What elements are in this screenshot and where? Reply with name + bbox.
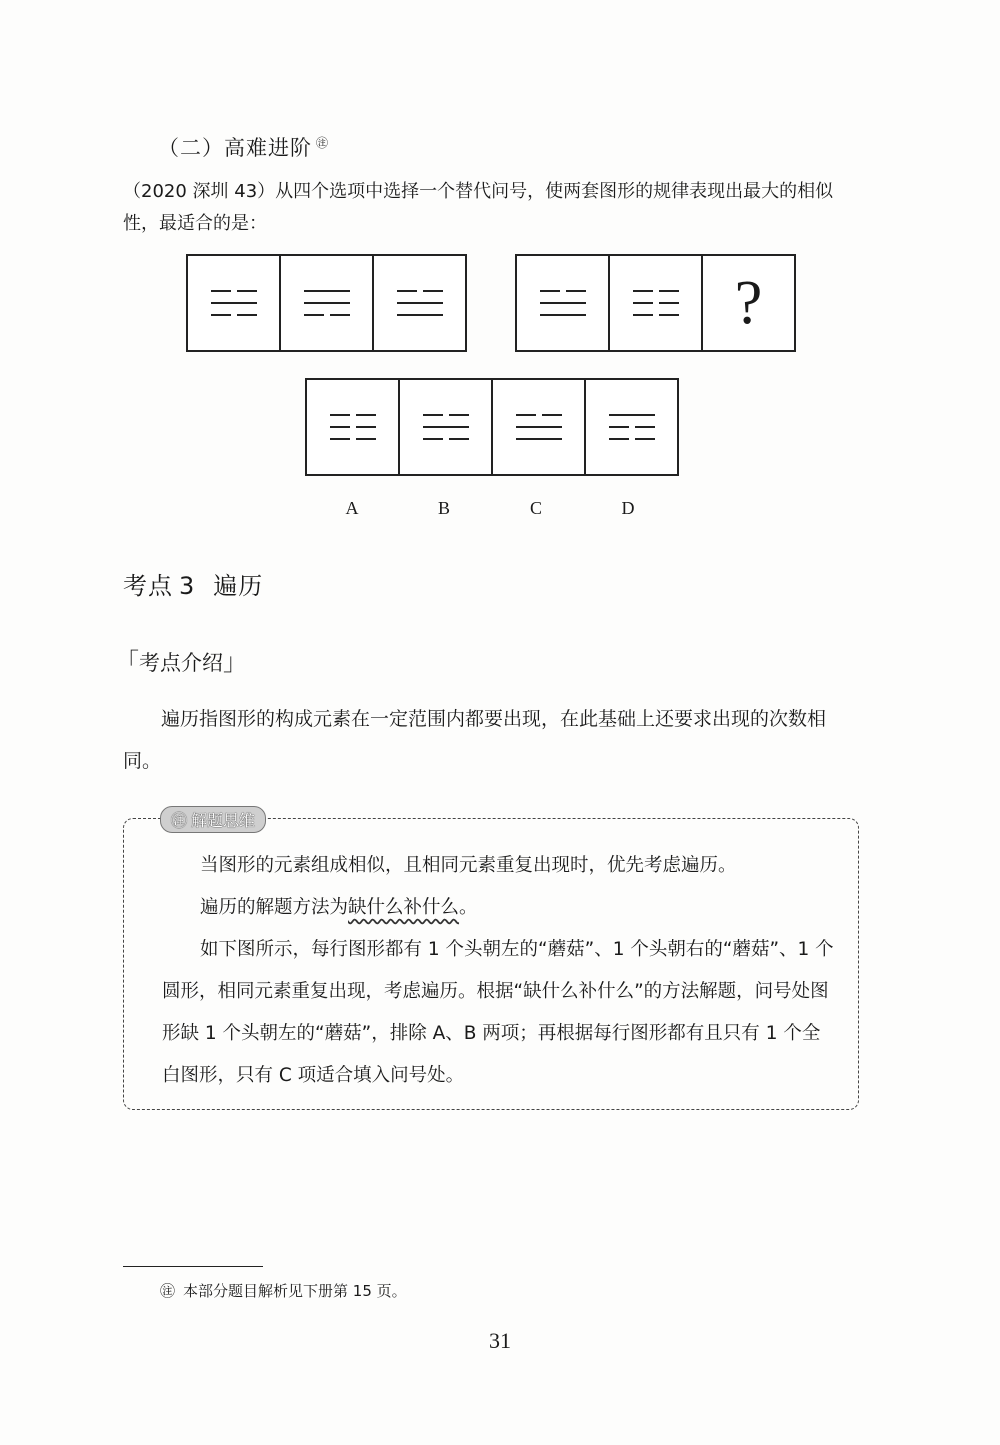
section-subtitle: [158, 132, 329, 162]
figure-set-right: [515, 254, 796, 352]
point-heading-title: 遍历: [213, 572, 264, 600]
point-heading-prefix: 考点: [123, 572, 173, 600]
bracket-close: 」: [223, 648, 247, 676]
option-label-d: D: [621, 498, 635, 518]
broken-line: [516, 409, 562, 421]
broken-line: [609, 421, 655, 433]
answer-options: [305, 378, 679, 476]
broken-line: [423, 409, 469, 421]
option-label-c: C: [529, 498, 542, 518]
solid-line: [540, 309, 586, 321]
point-heading: [123, 566, 263, 601]
question-text: （2020 深圳 43）从四个选项中选择一个替代问号，使两套图形的规律表现出最大的相似性，最适合的是：: [123, 181, 834, 234]
broken-line: [423, 433, 469, 445]
footnote-text: 本部分题目解析见下册第 15 页。: [183, 1282, 407, 1300]
intro-heading: [115, 642, 247, 677]
tip-p2-prefix: 遍历的解题方法为: [200, 897, 349, 918]
solid-line: [540, 297, 586, 309]
broken-line: [211, 285, 257, 297]
broken-line: [330, 433, 376, 445]
figure-set-left: [186, 254, 467, 352]
broken-line: [633, 285, 679, 297]
tip-p2-emphasis: 缺什么补什么: [348, 897, 460, 918]
option-label-b: B: [437, 498, 450, 518]
footnote-marker-icon: ㊟: [160, 1282, 176, 1300]
option-panel-a[interactable]: [307, 380, 400, 474]
tip-badge-label: 解题思维: [191, 811, 256, 830]
figure-panel: [188, 256, 281, 350]
option-panel-c[interactable]: [493, 380, 586, 474]
figure-panel: [610, 256, 703, 350]
solid-line: [423, 421, 469, 433]
subtitle-text: （二）高难进阶: [158, 136, 312, 160]
tip-paragraph-3: 如下图所示，每行图形都有 1 个头朝左的“蘑菇”、1 个头朝右的“蘑菇”、1 个圆形，相同元素重复出现，考虑遍历。根据“缺什么补什么”的方法解题，问号处图形缺 1 个头朝左的“蘑菇”，排除 A、B 两项；再根据每行图形都有且只有 1 个全白图形，只有 C 项适合填入问号处。: [162, 939, 834, 1086]
figure-panel: [517, 256, 610, 350]
intro-body: 遍历指图形的构成元素在一定范围内都要出现，在此基础上还要求出现的次数相同。: [123, 708, 827, 772]
broken-line: [633, 309, 679, 321]
solid-line: [397, 309, 443, 321]
tip-p2-suffix: 。: [459, 897, 478, 918]
broken-line: [330, 421, 376, 433]
option-panel-b[interactable]: [400, 380, 493, 474]
tip-paragraph-2: [200, 887, 840, 929]
solid-line: [516, 433, 562, 445]
broken-line: [330, 409, 376, 421]
solid-line: [397, 297, 443, 309]
tip-box: [123, 811, 859, 1110]
solid-line: [516, 421, 562, 433]
question-mark: ?: [734, 269, 763, 337]
flower-icon: ㊟: [171, 811, 188, 830]
intro-heading-text: 考点介绍: [139, 651, 223, 675]
point-heading-number: 3: [179, 572, 196, 600]
broken-line: [211, 309, 257, 321]
solid-line: [304, 297, 350, 309]
broken-line: [397, 285, 443, 297]
broken-line: [304, 309, 350, 321]
option-label-a: A: [345, 498, 359, 518]
figure-panel: [374, 256, 465, 350]
tip-paragraph-1: 当图形的元素组成相似，且相同元素重复出现时，优先考虑遍历。: [200, 855, 737, 876]
solid-line: [211, 297, 257, 309]
broken-line: [609, 433, 655, 445]
tip-badge: [160, 806, 266, 833]
option-panel-d[interactable]: [586, 380, 677, 474]
figure-panel: [281, 256, 374, 350]
bracket-open: 「: [115, 648, 139, 676]
footnote: [160, 1280, 407, 1301]
footnote-divider: [123, 1266, 263, 1267]
broken-line: [633, 297, 679, 309]
question-mark-panel: [703, 256, 794, 350]
solid-line: [609, 409, 655, 421]
solid-line: [304, 285, 350, 297]
footnote-marker-icon: ㊟: [316, 136, 330, 150]
broken-line: [540, 285, 586, 297]
page-number: 31: [489, 1328, 511, 1353]
